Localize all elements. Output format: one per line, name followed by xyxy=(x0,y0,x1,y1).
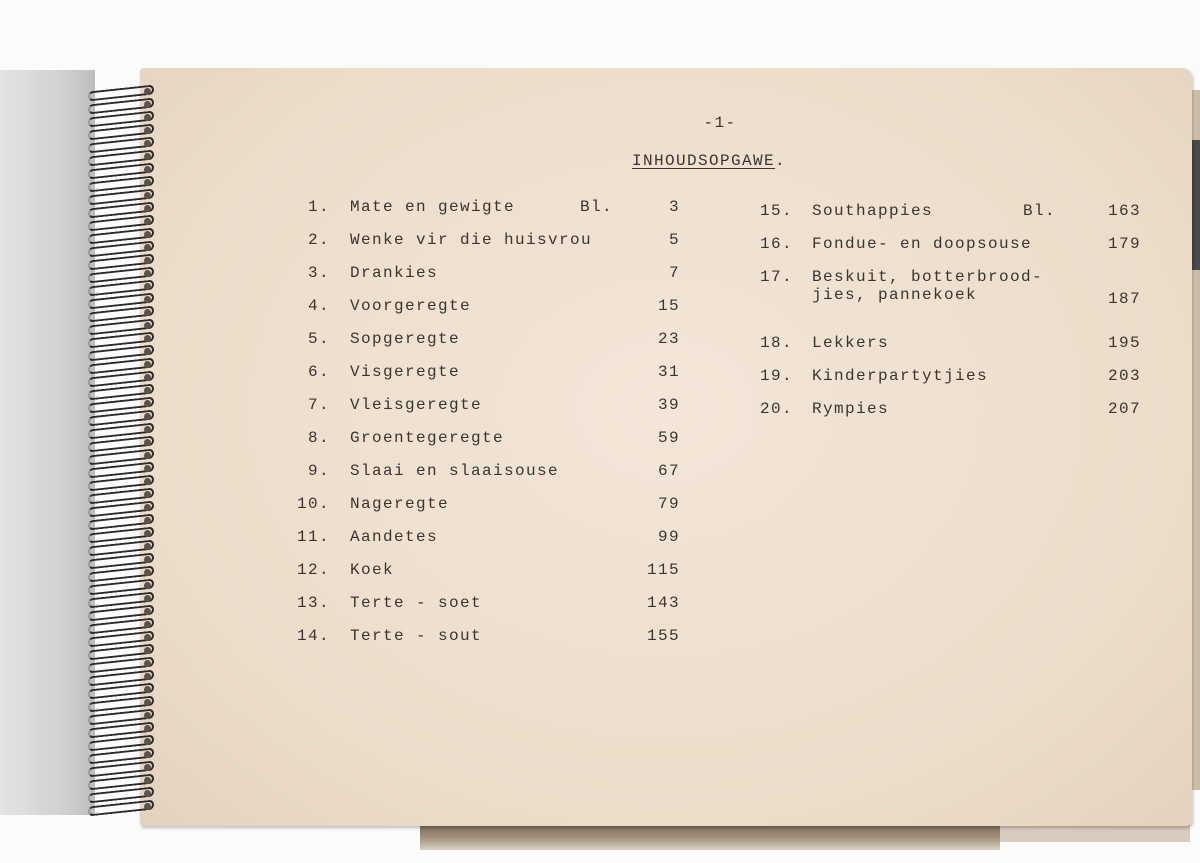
entry-title-line: Mate en gewigte xyxy=(350,198,516,216)
punch-hole xyxy=(144,348,151,355)
spiral-coil xyxy=(80,618,152,631)
entry-number: 13. xyxy=(296,594,330,612)
entry-title xyxy=(350,627,482,645)
spiral-coil xyxy=(80,228,152,241)
spiral-coil xyxy=(80,111,152,124)
spiral-coil xyxy=(80,397,152,410)
entry-title-line: Sopgeregte xyxy=(350,330,461,348)
entry-title-line: Terte - soet xyxy=(350,594,483,612)
punch-hole xyxy=(144,608,151,615)
spiral-coil xyxy=(80,371,152,384)
punch-hole xyxy=(144,777,151,784)
entry-page: 99 xyxy=(657,528,680,546)
spiral-coil xyxy=(80,332,152,345)
punch-hole xyxy=(144,543,151,550)
punch-hole xyxy=(144,634,151,641)
punch-hole xyxy=(144,88,151,95)
punch-hole xyxy=(144,400,151,407)
punch-hole xyxy=(144,179,151,186)
entry-number: 6. xyxy=(307,363,330,381)
page-prefix-label: Bl. xyxy=(1023,202,1057,220)
spiral-coil xyxy=(80,202,152,215)
spiral-coil xyxy=(80,462,152,475)
punch-hole xyxy=(144,257,151,264)
spiral-coil xyxy=(80,800,152,813)
heading-text: INHOUDSOPGAWE xyxy=(632,152,776,170)
punch-hole xyxy=(144,361,151,368)
entry-title-line: Fondue- en doopsouse xyxy=(812,235,1033,253)
punch-hole xyxy=(144,686,151,693)
punch-hole xyxy=(144,309,151,316)
spiral-coil xyxy=(80,553,152,566)
spiral-coil xyxy=(80,189,152,202)
spiral-coil xyxy=(80,501,152,514)
spiral-coil xyxy=(80,774,152,787)
entry-page: 23 xyxy=(657,330,680,348)
entry-page: 115 xyxy=(646,561,680,579)
punch-hole xyxy=(144,114,151,121)
entry-title xyxy=(812,367,988,385)
spiral-coil xyxy=(80,423,152,436)
entry-number: 18. xyxy=(759,334,793,352)
punch-hole xyxy=(144,101,151,108)
spiral-coil xyxy=(80,514,152,527)
entry-page: 179 xyxy=(1107,235,1141,253)
entry-page: 31 xyxy=(657,363,680,381)
entry-page: 79 xyxy=(657,495,680,513)
entry-number: 1. xyxy=(307,198,330,216)
entry-page: 7 xyxy=(668,264,680,282)
entry-title-line: Voorgeregte xyxy=(350,297,472,315)
punch-hole xyxy=(144,335,151,342)
spiral-coil xyxy=(80,98,152,111)
entry-page: 143 xyxy=(646,594,680,612)
punch-hole xyxy=(144,478,151,485)
entry-title-line: Lekkers xyxy=(812,334,890,352)
entry-number: 19. xyxy=(759,367,793,385)
punch-hole xyxy=(144,530,151,537)
entry-page: 203 xyxy=(1107,367,1141,385)
spiral-coil xyxy=(80,449,152,462)
spiral-coil xyxy=(80,384,152,397)
entry-title xyxy=(350,594,482,612)
spiral-coil xyxy=(80,748,152,761)
entry-title-line: Koek xyxy=(350,561,395,579)
punch-hole xyxy=(144,660,151,667)
punch-hole xyxy=(144,712,151,719)
entry-number: 7. xyxy=(307,396,330,414)
entry-title xyxy=(350,330,460,348)
punch-hole xyxy=(144,673,151,680)
spiral-coil xyxy=(80,267,152,280)
entry-title-line: Kinderpartytjies xyxy=(812,367,989,385)
entry-title xyxy=(812,235,1032,253)
entry-title-line: Vleisgeregte xyxy=(350,396,483,414)
spiral-coil xyxy=(80,150,152,163)
entry-page: 155 xyxy=(646,627,680,645)
entry-title-line: Drankies xyxy=(350,264,439,282)
spiral-coil xyxy=(80,735,152,748)
spiral-coil xyxy=(80,579,152,592)
spiral-coil xyxy=(80,345,152,358)
entry-number: 2. xyxy=(307,231,330,249)
entry-number: 15. xyxy=(759,202,793,220)
spiral-binding xyxy=(80,85,155,820)
spiral-coil xyxy=(80,215,152,228)
entry-title-line: Wenke vir die huisvrou xyxy=(350,231,593,249)
entry-page: 187 xyxy=(1107,290,1141,308)
entry-page: 67 xyxy=(657,462,680,480)
punch-hole xyxy=(144,322,151,329)
punch-hole xyxy=(144,790,151,797)
spiral-coil xyxy=(80,475,152,488)
punch-hole xyxy=(144,556,151,563)
entry-title xyxy=(350,198,515,216)
punch-hole xyxy=(144,140,151,147)
spiral-coil xyxy=(80,176,152,189)
page-heading xyxy=(632,152,786,170)
spiral-coil xyxy=(80,410,152,423)
entry-title xyxy=(350,528,438,546)
entry-title xyxy=(812,202,933,220)
entry-title xyxy=(350,264,438,282)
spiral-coil xyxy=(80,436,152,449)
punch-hole xyxy=(144,738,151,745)
document-page xyxy=(140,68,1192,826)
spiral-coil xyxy=(80,124,152,137)
punch-hole xyxy=(144,582,151,589)
spiral-coil xyxy=(80,709,152,722)
entry-number: 16. xyxy=(759,235,793,253)
punch-hole xyxy=(144,192,151,199)
entry-title xyxy=(350,462,559,480)
entry-title xyxy=(812,400,889,418)
spiral-coil xyxy=(80,696,152,709)
entry-page: 59 xyxy=(657,429,680,447)
spiral-coil xyxy=(80,605,152,618)
entry-title xyxy=(350,363,460,381)
punch-hole xyxy=(144,621,151,628)
spiral-coil xyxy=(80,306,152,319)
spiral-coil xyxy=(80,787,152,800)
punch-hole xyxy=(144,426,151,433)
entry-title-line: Beskuit, botterbrood- xyxy=(812,268,1044,286)
punch-hole xyxy=(144,452,151,459)
spiral-coil xyxy=(80,280,152,293)
entry-number: 3. xyxy=(307,264,330,282)
entry-page: 207 xyxy=(1107,400,1141,418)
page-prefix-label: Bl. xyxy=(580,198,614,216)
entry-number: 14. xyxy=(296,627,330,645)
spiral-coil xyxy=(80,254,152,267)
punch-hole xyxy=(144,647,151,654)
entry-page: 3 xyxy=(668,198,680,216)
punch-hole xyxy=(144,205,151,212)
entry-page: 5 xyxy=(668,231,680,249)
punch-hole xyxy=(144,413,151,420)
entry-title-line: Nageregte xyxy=(350,495,450,513)
punch-hole xyxy=(144,699,151,706)
punch-hole xyxy=(144,517,151,524)
entry-title-line: Groentegeregte xyxy=(350,429,505,447)
entry-page: 15 xyxy=(657,297,680,315)
entry-number: 11. xyxy=(296,528,330,546)
spiral-coil xyxy=(80,670,152,683)
punch-hole xyxy=(144,244,151,251)
entry-page: 39 xyxy=(657,396,680,414)
punch-hole xyxy=(144,127,151,134)
spiral-coil xyxy=(80,163,152,176)
spiral-coil xyxy=(80,488,152,501)
entry-title xyxy=(350,495,449,513)
spiral-coil xyxy=(80,293,152,306)
punch-hole xyxy=(144,491,151,498)
spiral-coil xyxy=(80,566,152,579)
entry-title xyxy=(350,231,592,249)
spiral-coil xyxy=(80,85,152,98)
entry-title-line: Slaai en slaaisouse xyxy=(350,462,560,480)
entry-title xyxy=(812,268,1043,304)
spiral-coil xyxy=(80,358,152,371)
spiral-coil xyxy=(80,540,152,553)
entry-number: 20. xyxy=(759,400,793,418)
punch-hole xyxy=(144,725,151,732)
spiral-coil xyxy=(80,592,152,605)
spiral-coil xyxy=(80,241,152,254)
entry-title xyxy=(350,297,471,315)
entry-title-line: Aandetes xyxy=(350,528,439,546)
punch-hole xyxy=(144,569,151,576)
punch-hole xyxy=(144,764,151,771)
punch-hole xyxy=(144,751,151,758)
entry-number: 9. xyxy=(307,462,330,480)
punch-hole xyxy=(144,270,151,277)
spiral-coil xyxy=(80,137,152,150)
entry-number: 5. xyxy=(307,330,330,348)
entry-title-line: Terte - sout xyxy=(350,627,483,645)
entry-title xyxy=(350,429,504,447)
entry-title-line: Southappies xyxy=(812,202,934,220)
heading-period: . xyxy=(775,152,787,170)
punch-hole xyxy=(144,166,151,173)
entry-page: 163 xyxy=(1107,202,1141,220)
entry-number: 12. xyxy=(296,561,330,579)
page-number: -1- xyxy=(703,114,737,132)
punch-hole xyxy=(144,374,151,381)
punch-hole xyxy=(144,218,151,225)
entry-number: 4. xyxy=(307,297,330,315)
punch-hole xyxy=(144,504,151,511)
spiral-coil xyxy=(80,683,152,696)
entry-title-line: Visgeregte xyxy=(350,363,461,381)
spiral-coil xyxy=(80,657,152,670)
entry-title xyxy=(350,561,394,579)
spiral-coil xyxy=(80,761,152,774)
entry-number: 17. xyxy=(759,268,793,286)
punch-hole xyxy=(144,231,151,238)
spiral-coil xyxy=(80,644,152,657)
punch-hole xyxy=(144,803,151,810)
punch-hole xyxy=(144,387,151,394)
spiral-coil xyxy=(80,722,152,735)
punch-hole xyxy=(144,296,151,303)
entry-page: 195 xyxy=(1107,334,1141,352)
punch-hole xyxy=(144,465,151,472)
entry-title-line: Rympies xyxy=(812,400,890,418)
spiral-coil xyxy=(80,319,152,332)
spiral-coil xyxy=(80,631,152,644)
punch-hole xyxy=(144,595,151,602)
punch-hole xyxy=(144,283,151,290)
entry-title xyxy=(812,334,889,352)
entry-title xyxy=(350,396,482,414)
entry-number: 8. xyxy=(307,429,330,447)
punch-hole xyxy=(144,153,151,160)
entry-title-line-2: jies, pannekoek xyxy=(812,286,978,304)
spiral-coil xyxy=(80,527,152,540)
punch-hole xyxy=(144,439,151,446)
entry-number: 10. xyxy=(296,495,330,513)
